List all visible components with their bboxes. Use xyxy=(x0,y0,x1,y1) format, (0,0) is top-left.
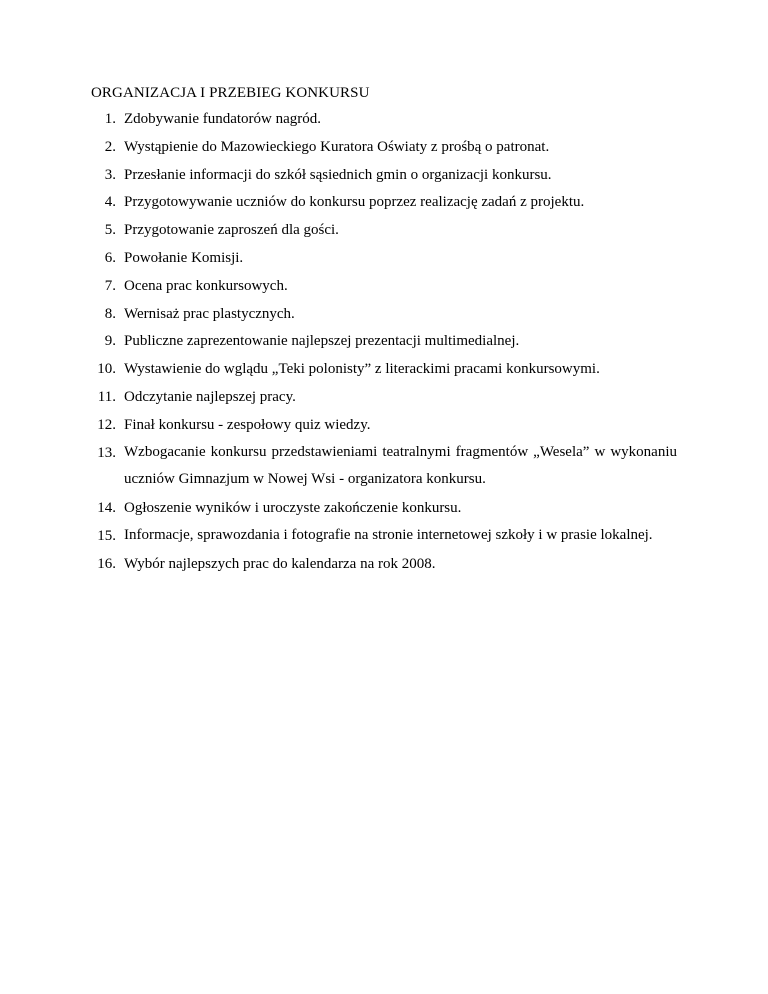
item-text: Odczytanie najlepszej pracy. xyxy=(124,388,296,405)
list-item xyxy=(91,221,677,239)
item-number: 9. xyxy=(104,333,116,350)
list-item xyxy=(91,305,677,323)
item-text: Przygotowywanie uczniów do konkursu poprzez realizację zadań z projektu. xyxy=(124,194,585,211)
list-item xyxy=(91,110,677,128)
item-text: Finał konkursu - zespołowy quiz wiedzy. xyxy=(124,416,371,433)
list-item xyxy=(91,555,677,573)
item-number: 8. xyxy=(104,305,116,322)
list-item xyxy=(91,138,677,156)
item-text: Wystąpienie do Mazowieckiego Kuratora Oświaty z prośbą o patronat. xyxy=(124,138,550,155)
item-text: Wybór najlepszych prac do kalendarza na rok 2008. xyxy=(124,555,436,572)
item-text: Publiczne zaprezentowanie najlepszej prezentacji multimedialnej. xyxy=(124,333,520,350)
item-number: 10. xyxy=(97,361,116,378)
list-item xyxy=(91,499,677,517)
item-text: Ogłoszenie wyników i uroczyste zakończenie konkursu. xyxy=(124,500,462,517)
list-item xyxy=(91,166,677,184)
list-item xyxy=(91,444,677,490)
item-number: 5. xyxy=(104,222,116,239)
item-text: Zdobywanie fundatorów nagród. xyxy=(124,111,322,127)
item-text: Informacje, sprawozdania i fotografie na stronie internetowej szkoły i w prasie lokalnej. xyxy=(124,527,653,544)
item-number: 11. xyxy=(97,388,116,405)
list-item xyxy=(91,193,677,211)
item-text: Przygotowanie zaproszeń dla gości. xyxy=(124,222,339,239)
item-number: 13. xyxy=(97,444,116,461)
list-item xyxy=(91,360,677,378)
item-number: 15. xyxy=(97,527,116,544)
item-number: 7. xyxy=(104,277,116,294)
item-number: 1. xyxy=(104,111,116,127)
list-item xyxy=(91,249,677,267)
item-number: 6. xyxy=(104,249,116,266)
item-number: 2. xyxy=(104,138,116,155)
item-number: 12. xyxy=(97,416,116,433)
item-text: Przesłanie informacji do szkół sąsiednich gmin o organizacji konkursu. xyxy=(124,166,552,183)
item-number: 4. xyxy=(104,194,116,211)
list-item xyxy=(91,416,677,434)
section-heading: ORGANIZACJA I PRZEBIEG KONKURSU xyxy=(91,85,370,101)
item-number: 14. xyxy=(97,500,116,517)
numbered-list xyxy=(91,110,677,583)
item-number: 16. xyxy=(97,555,116,572)
item-number: 3. xyxy=(104,166,116,183)
item-text: Wzbogacanie konkursu przedstawieniami teatralnymi fragmentów „Wesela” w wykonaniu uczniów Gimnazjum w Nowej Wsi - organizatora konkursu. xyxy=(124,443,677,488)
item-text: Wernisaż prac plastycznych. xyxy=(124,305,295,322)
list-item xyxy=(91,277,677,295)
item-text: Ocena prac konkursowych. xyxy=(124,277,288,294)
list-item xyxy=(91,332,677,350)
item-text: Powołanie Komisji. xyxy=(124,249,244,266)
list-item xyxy=(91,527,677,545)
item-text: Wystawienie do wglądu „Teki polonisty” z literackimi pracami konkursowymi. xyxy=(124,361,600,378)
list-item xyxy=(91,388,677,406)
